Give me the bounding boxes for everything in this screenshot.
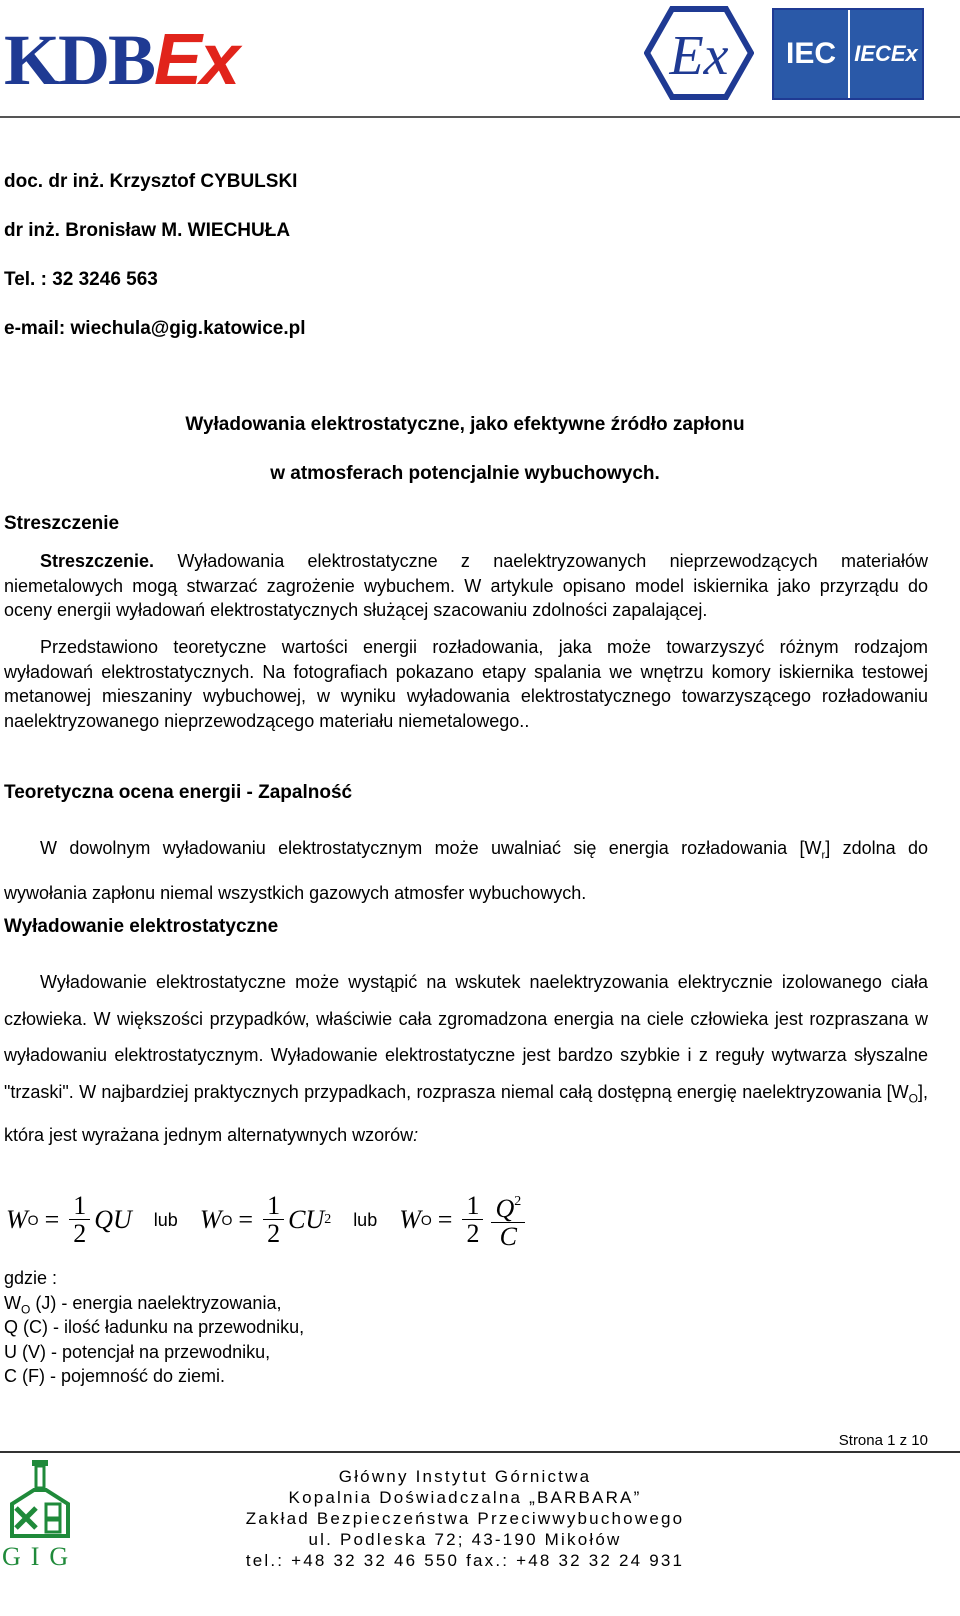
- legend-wo: $W_O$ (J) - energia naelektryzowania,: [4, 1293, 282, 1317]
- iec-iecex-logo: [772, 8, 924, 100]
- footer-line-2: Kopalnia Doświadczalna „BARBARA”: [288, 1488, 642, 1507]
- page-number: Strona 1 z 10: [838, 1432, 928, 1449]
- section-2-subscript: O: [908, 1091, 918, 1106]
- formula-lub-1: lub: [153, 1209, 178, 1230]
- ex-explosion-mark: [644, 6, 754, 100]
- abstract-paragraph-2: [4, 635, 928, 733]
- abstract-text-1: Wyładowania elektrostatyczne z naelektryzowanych nieprzewodzących materiałów niemetalowych mogą stwarzać zagrożenie wybuchem. W artykule opisano model iskiernika jako przyrządu do oceny energii wyładowań elektrostatycznych służącej szacowaniu zdolności zapalającej.: [4, 551, 928, 620]
- phone: Tel. : 32 3246 563: [4, 269, 158, 290]
- section-2-text-a: Wyładowanie elektrostatyczne może wystąpić na wskutek naelektryzowania elektrycznie izolowanego ciała człowieka. W większości przypadków, właściwie cała zgromadzona energia na ciele człowieka jest rozpraszana w wyładowaniu elektrostatycznym. Wyładowanie elektrostatyczne jest bardzo szybkie i z reguły wytwarza słyszalne "trzaski". W najbardziej praktycznych przypadkach, rozprasza niemal całą dostępną energię naelektryzowania [W: [4, 972, 928, 1103]
- section-1-heading: Teoretyczna ocena energii - Zapalność: [4, 782, 353, 803]
- section-2-text-b: ], która jest wyrażana jednym alternatywnych wzorów: [4, 1082, 928, 1146]
- title-line-1: Wyładowania elektrostatyczne, jako efektywne źródło zapłonu: [185, 414, 745, 435]
- iecex-label: IECEx: [854, 41, 918, 66]
- section-1-text-b: ] zdolna do wywołania zapłonu niemal wszystkich gazowych atmosfer wybuchowych.: [4, 838, 928, 903]
- section-1-paragraph: [4, 830, 928, 912]
- title-line-2: w atmosferach potencjalnie wybuchowych.: [270, 463, 660, 484]
- email: e-mail: wiechula@gig.katowice.pl: [4, 318, 306, 339]
- ex-mark-text: Ex: [669, 25, 729, 87]
- legend-c: C (F) - pojemność do ziemi.: [4, 1366, 226, 1386]
- section-1-text-a: W dowolnym wyładowaniu elektrostatycznym może uwalniać się energia rozładowania [W: [40, 838, 822, 858]
- section-2-colon: :: [413, 1125, 419, 1146]
- formula-lub-2: lub: [353, 1209, 378, 1230]
- footer-line-5: tel.: +48 32 32 46 550 fax.: +48 32 32 24 931: [245, 1551, 685, 1570]
- abstract-heading: Streszczenie: [4, 513, 120, 534]
- author-2: dr inż. Bronisław M. WIECHUŁA: [4, 220, 291, 241]
- author-1: doc. dr inż. Krzysztof CYBULSKI: [4, 171, 298, 192]
- section-2-heading: Wyładowanie elektrostatyczne: [4, 916, 279, 937]
- legend-intro: gdzie :: [4, 1268, 58, 1288]
- kdbex-logo: KDBEx: [4, 20, 239, 100]
- formula-1: W O = $\frac{1}{2}$ QU: [6, 1190, 132, 1248]
- section-2-paragraph: [4, 964, 928, 1154]
- abstract-paragraph-1: [4, 549, 928, 623]
- footer-line-4: ul. Podleska 72; 43-190 Mikołów: [308, 1530, 622, 1549]
- header-rule: [0, 116, 960, 118]
- legend-u: U (V) - potencjał na przewodniku,: [4, 1342, 271, 1362]
- formula-2: W O = $\frac{1}{2}$ CU 2: [199, 1190, 332, 1248]
- formula-row: [6, 1190, 529, 1250]
- gig-label: GIG: [2, 1542, 79, 1571]
- abstract-text-2: Przedstawiono teoretyczne wartości energii rozładowania, jaka może towarzyszyć różnym rodzajom wyładowań elektrostatycznych. Na fotografiach pokazano etapy spalania we wnętrzu komory iskiernika testowej metanowej mieszaniny wybuchowej, w wyniku wyładowania elektrostatycznego towarzyszącego rozładowaniu naelektryzowanego nieprzewodzącego materiału niemetalowego..: [4, 637, 928, 731]
- legend-q: Q (C) - ilość ładunku na przewodniku,: [4, 1317, 305, 1337]
- footer-rule: [0, 1451, 960, 1453]
- abstract-lead: Streszczenie.: [40, 551, 155, 571]
- iec-label: IEC: [785, 37, 836, 70]
- section-1-subscript: r: [821, 849, 826, 862]
- formula-3: W O = $\frac{1}{2}$ $\frac{Q^2}{C}$: [399, 1189, 529, 1251]
- footer-line-1: Główny Instytut Górnictwa: [338, 1467, 592, 1486]
- footer-line-3: Zakład Bezpieczeństwa Przeciwwybuchowego: [245, 1509, 685, 1528]
